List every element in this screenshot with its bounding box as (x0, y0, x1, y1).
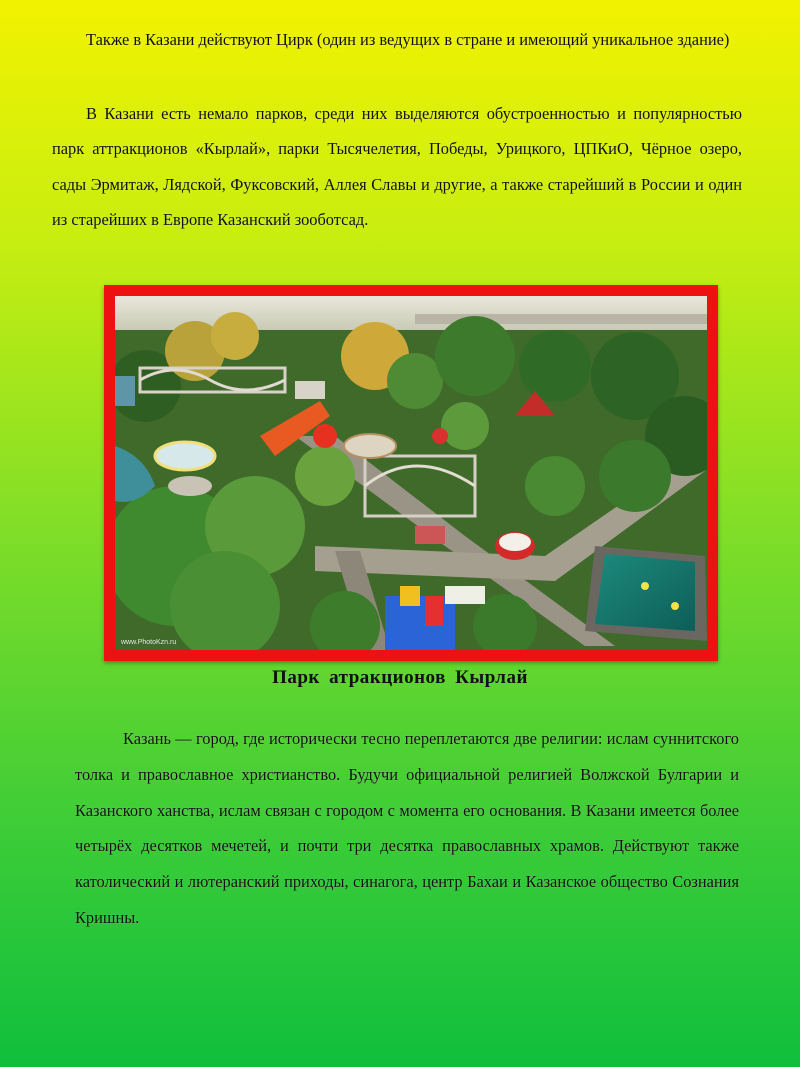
photo-watermark: www.PhotoKzn.ru (121, 639, 177, 646)
paragraph-parks: В Казани есть немало парков, среди них выделяются обустроенностью и популярностью парк аттракционов «Кырлай», парки Тысячелетия, Победы, Урицкого, ЦПКиО, Чёрное озеро, сады Эрмитаж, Лядской, Фуксовский, Аллея Славы и другие, а также старейший в России и один из старейших в Европе Казанский зооботсад. (52, 104, 742, 229)
amusement-park-photo (115, 296, 707, 650)
paragraph-circus: Также в Казани действуют Цирк (один из ведущих в стране и имеющий уникальное здание) (86, 30, 730, 49)
photo-frame (104, 285, 718, 661)
paragraph-religion: Казань — город, где исторически тесно переплетаются две религии: ислам суннитского толка и православное христианство. Будучи официальной религией Волжской Булгарии и Казанского ханства, ислам связан с городом с момента его основания. В Казани имеется более четырёх десятков мечетей, и почти три десятка православных храмов. Действуют также католический и лютеранский приходы, синагога, центр Бахаи и Казанское общество Сознания Кришны. (75, 729, 739, 927)
photo-caption: Парк атракционов Кырлай (272, 667, 528, 688)
pool (585, 546, 707, 641)
